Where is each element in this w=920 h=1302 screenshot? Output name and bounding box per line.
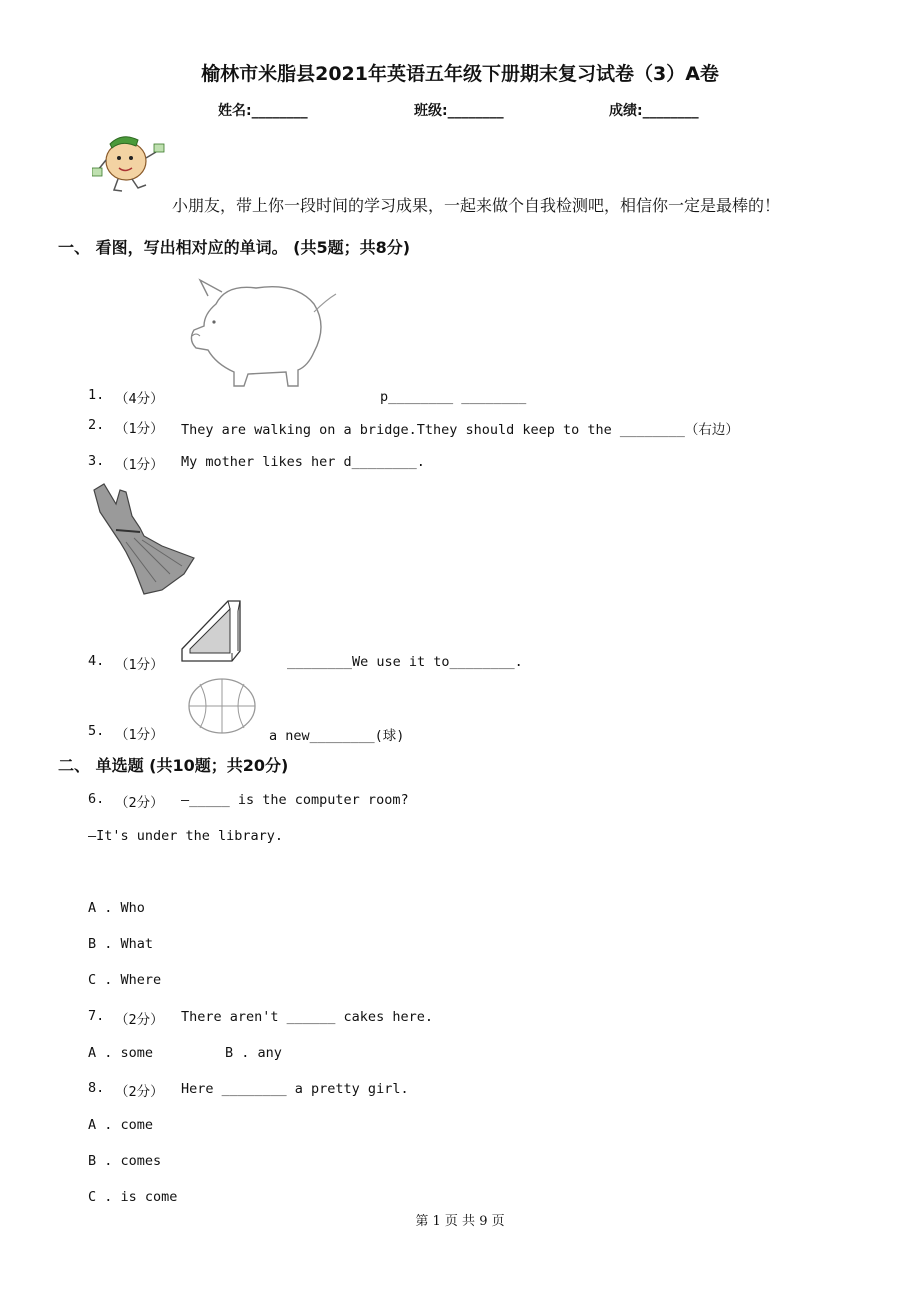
mascot-illustration (92, 130, 168, 196)
question-1-points: （4分） (115, 391, 164, 407)
question-7-option-a[interactable]: A . some (88, 1045, 154, 1061)
section-heading-picture-words: 一、 看图，写出相对应的单词。 (共5题；共8分) (58, 238, 411, 257)
question-7-option-b[interactable]: B . any (225, 1045, 282, 1061)
greeting-text: 小朋友，带上你一段时间的学习成果，一起来做个自我检测吧，相信你一定是最棒的！ (172, 196, 781, 215)
page-footer: 第 1 页 共 9 页 (415, 1214, 505, 1229)
section-heading-multiple-choice: 二、 单选题 (共10题；共20分) (58, 756, 289, 775)
question-7-points: （2分） (115, 1012, 164, 1028)
question-2-points: （1分） (115, 421, 164, 437)
score-field[interactable]: 成绩:________ (609, 103, 699, 119)
ball-image (186, 676, 258, 736)
class-field[interactable]: 班级:________ (414, 103, 504, 119)
question-6-points: （2分） (115, 795, 164, 811)
question-8-option-b[interactable]: B . comes (88, 1153, 162, 1169)
pig-image (186, 274, 341, 394)
question-6-option-c[interactable]: C . Where (88, 972, 162, 988)
question-4-text: ________We use it to________. (287, 654, 523, 670)
name-field[interactable]: 姓名:________ (218, 103, 308, 119)
question-6-option-a[interactable]: A . Who (88, 900, 145, 916)
question-5-number: 5. (88, 723, 105, 739)
question-6-option-b[interactable]: B . What (88, 936, 154, 952)
ruler-image (178, 597, 250, 667)
page-title: 榆林市米脂县2021年英语五年级下册期末复习试卷（3）A卷 (201, 63, 719, 85)
question-3-points: （1分） (115, 457, 164, 473)
question-8-option-c[interactable]: C . is come (88, 1189, 178, 1205)
question-1-number: 1. (88, 387, 105, 403)
question-8-option-a[interactable]: A . come (88, 1117, 154, 1133)
question-3-number: 3. (88, 453, 105, 469)
question-1-text: p________ ________ (380, 389, 527, 405)
question-7-number: 7. (88, 1008, 105, 1024)
question-5-text: a new________(球) (269, 728, 405, 744)
question-5-points: （1分） (115, 727, 164, 743)
question-3-text: My mother likes her d________. (181, 454, 425, 470)
question-8-number: 8. (88, 1080, 105, 1096)
question-8-points: （2分） (115, 1084, 164, 1100)
question-2-number: 2. (88, 417, 105, 433)
question-4-number: 4. (88, 653, 105, 669)
question-4-points: （1分） (115, 657, 164, 673)
question-6-number: 6. (88, 791, 105, 807)
question-8-text: Here ________ a pretty girl. (181, 1081, 409, 1097)
question-2-text: They are walking on a bridge.Tthey should keep to the ________（右边） (181, 422, 739, 438)
dress-image (86, 482, 198, 598)
question-7-text: There aren't ______ cakes here. (181, 1009, 433, 1025)
question-6-text: —_____ is the computer room? (181, 792, 409, 808)
question-6-answer-line: —It's under the library. (88, 828, 284, 844)
